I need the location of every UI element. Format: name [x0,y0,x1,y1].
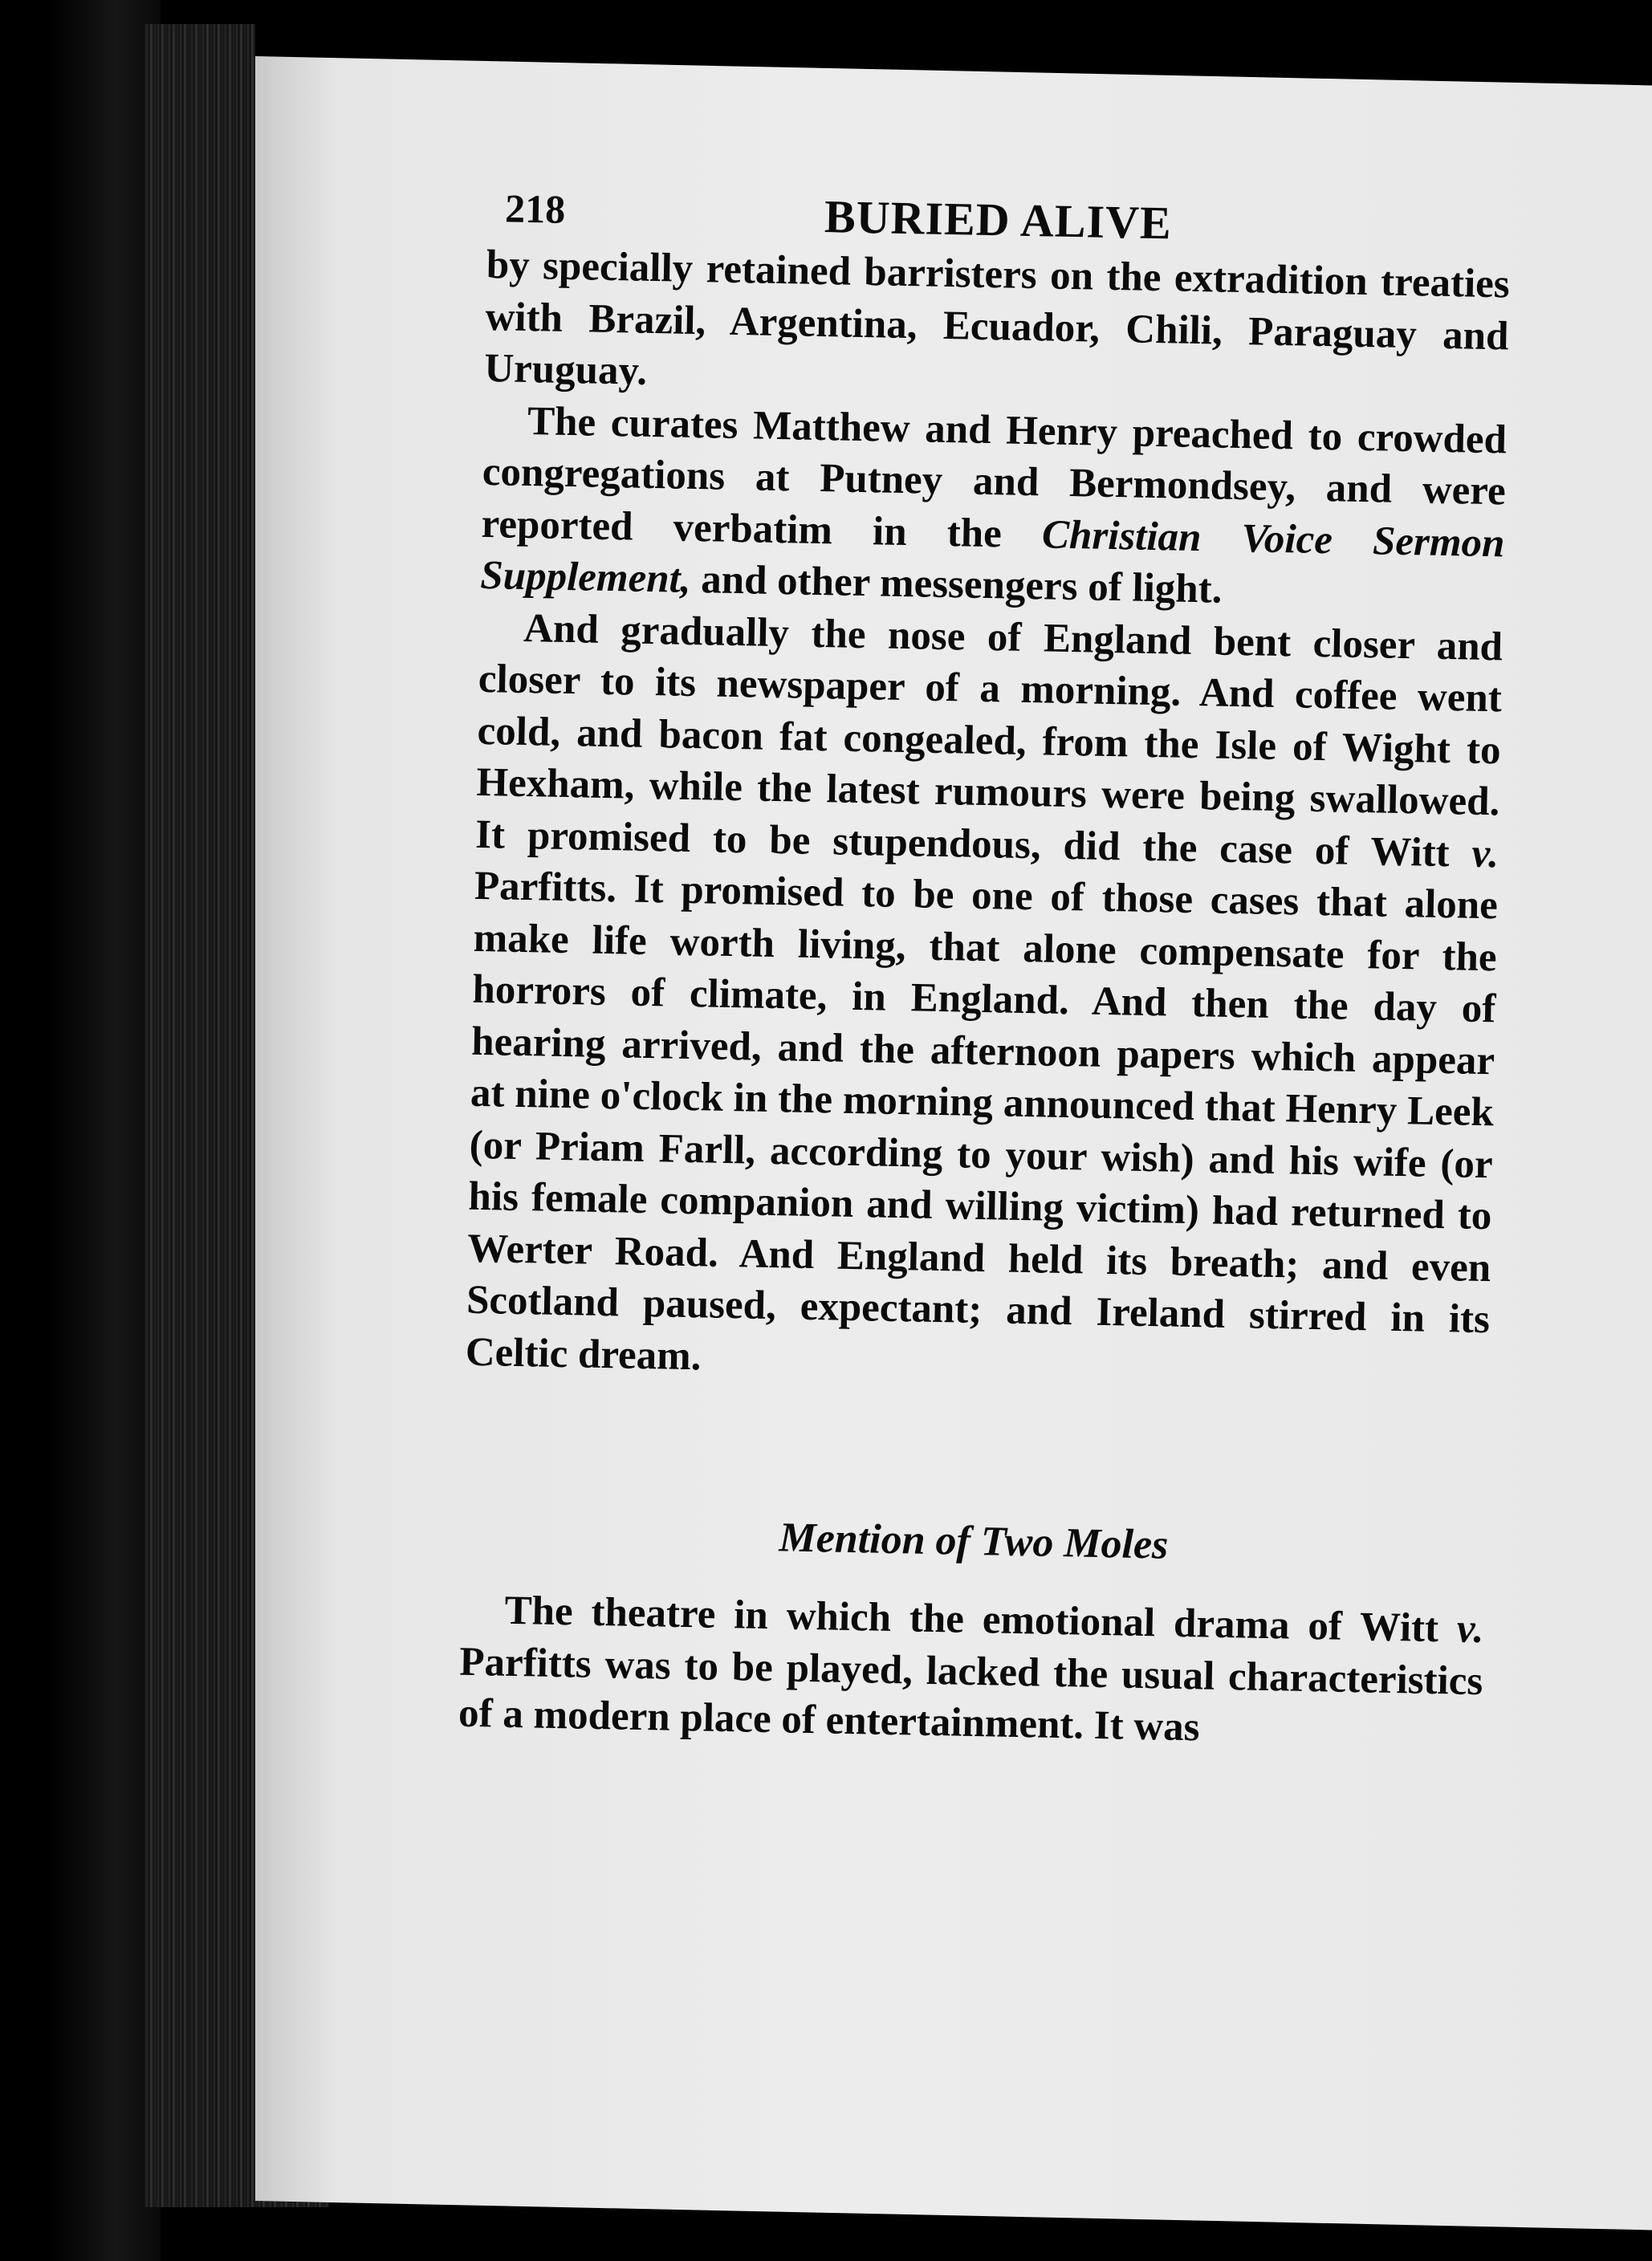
paragraph-3-text-b: Parfitts. It promised to be one of those cases that alone make life worth living, that alone compensate for the horrors of climate, in England. And then the day of hearing arrived, and the afternoon papers which appear at nine o'clock in the morning announced that Henry Leek (or Priam Farll, according to your wish) and his wife (or his female companion and willing victim) had returned to Werter Road. And England held its breath; and even Scotland paused, expectant; and Ireland stirred in its Celtic dream. [465,863,1499,1379]
publication-title: Christian Voice Sermon Supplement, [479,511,1505,602]
versus-abbrev: v. [1471,831,1499,876]
paragraph-2-text-a: The curates Matthew and Henry preached to crowded congregations at Putney and Bermondsey, and were reported verbatim in the [481,398,1508,557]
paragraph-2-text-b: and other messengers of light. [690,556,1223,612]
paragraph-2 [480,394,1508,620]
paragraph-3-text-a: And gradually the nose of England bent closer and closer to its newspaper of a morning. And coffee went cold, and bacon fat congealed, from the Isle of Wight to Hexham, while the latest rumours were being swallowed. It promised to be stupendous, did the case of Witt [474,605,1503,876]
paragraph-1 [484,239,1510,414]
section-heading: Mention of Two Moles [779,1515,1169,1568]
page-number: 218 [504,185,566,232]
paragraph-1-text: by specially retained barristers on the extradition treaties with Brazil, Argentina, Ecuador, Chili, Paraguay and Uruguay. [483,242,1511,394]
section-paragraph-1 [458,1584,1484,1759]
binding-shadow [48,0,161,2261]
section-paragraph-1-text-b: Parfitts was to be played, lacked the usual characteristics of a modern place of entertainment. It was [458,1639,1483,1751]
section-paragraph-1-text-a: The theatre in which the emotional drama of Witt [504,1588,1458,1652]
paragraph-3 [465,601,1503,1397]
page-content [458,177,1512,1759]
versus-abbrev-2: v. [1456,1606,1485,1653]
book-title: BURIED ALIVE [824,190,1173,250]
